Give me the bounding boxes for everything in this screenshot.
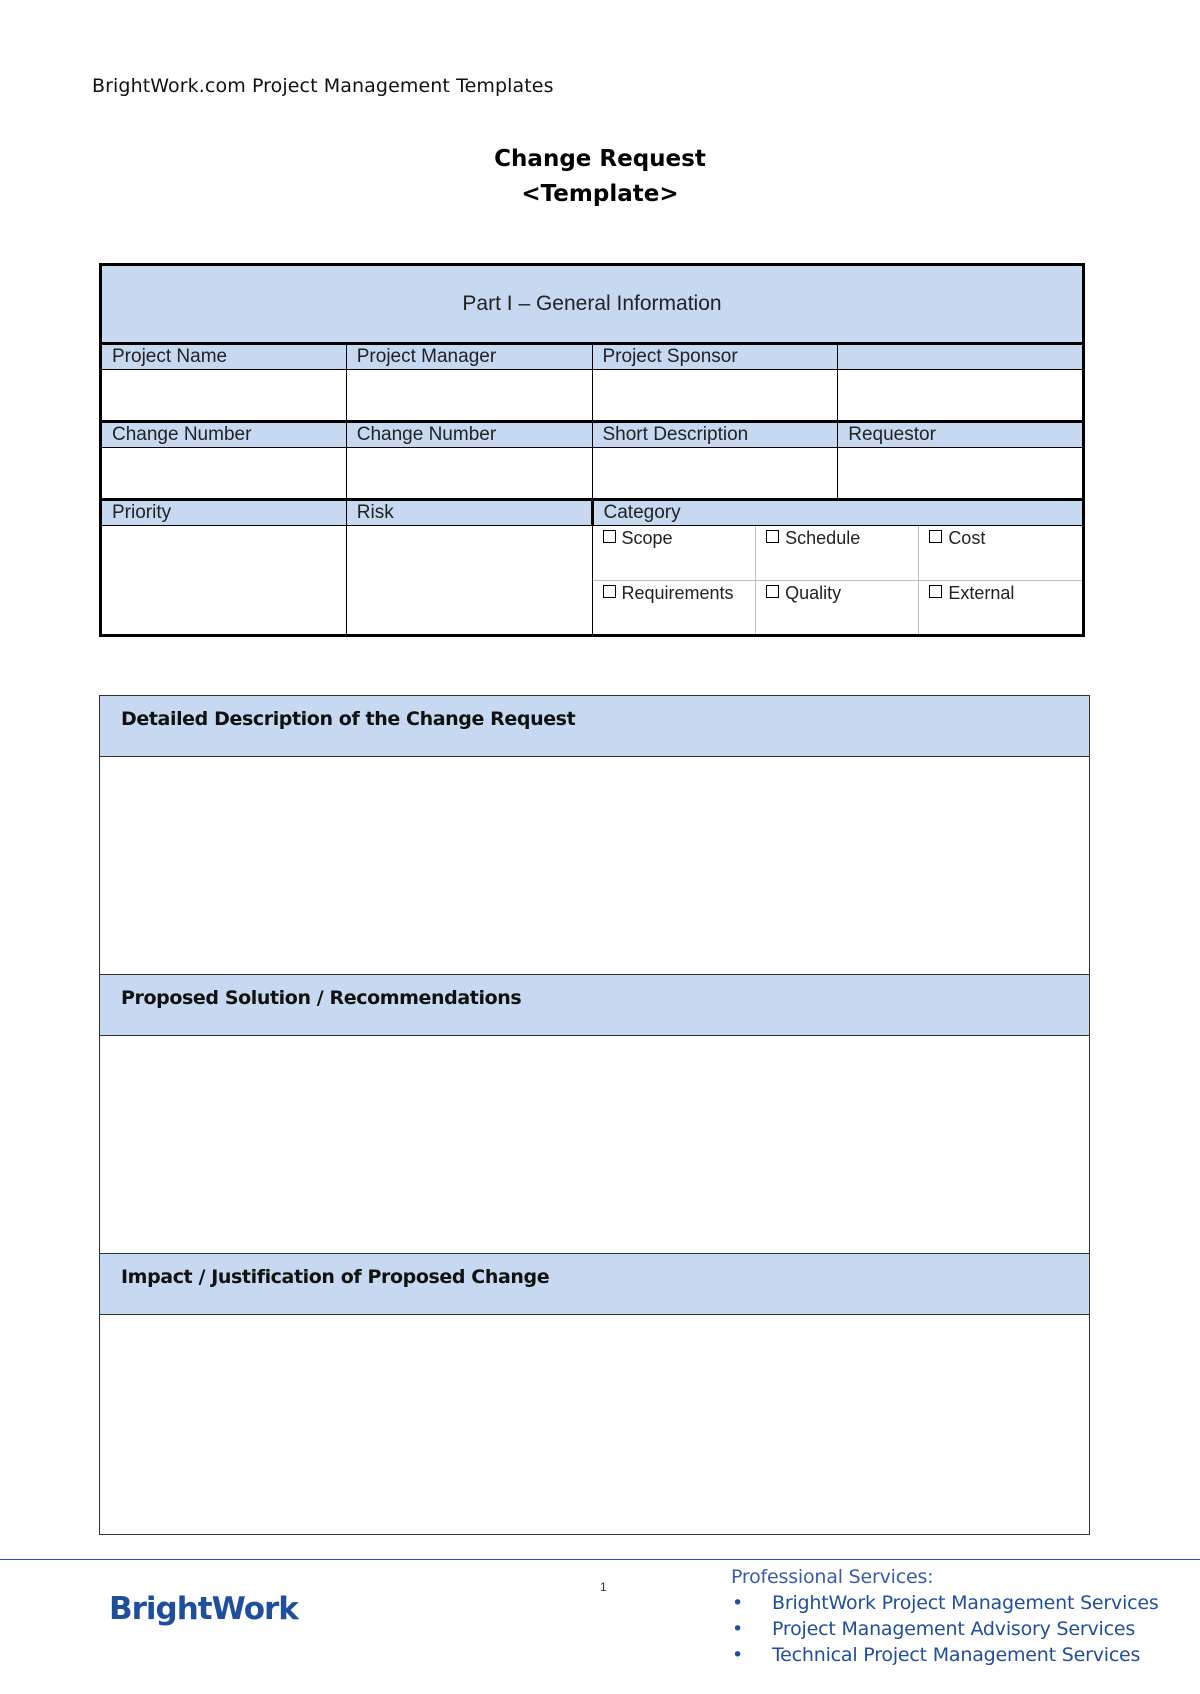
professional-services — [731, 1566, 1159, 1668]
services-title: Professional Services: — [731, 1566, 934, 1588]
category-option-schedule[interactable]: Schedule — [756, 526, 919, 580]
checkbox-icon[interactable] — [929, 585, 942, 598]
service-item: • Technical Project Management Services — [731, 1642, 1159, 1668]
project-manager-field[interactable] — [346, 370, 592, 422]
checkbox-icon[interactable] — [929, 530, 942, 543]
proposed-solution-field[interactable] — [100, 1036, 1089, 1254]
category-label: Category — [592, 500, 1084, 526]
short-description-field[interactable] — [592, 448, 838, 500]
document-title: Change Request — [494, 146, 706, 172]
category-option-quality[interactable]: Quality — [756, 580, 919, 634]
project-name-label: Project Name — [101, 344, 347, 370]
blank-label — [838, 344, 1084, 370]
detail-sections — [99, 695, 1090, 1535]
brightwork-logo: BrightWork — [109, 1591, 298, 1627]
requestor-label: Requestor — [838, 422, 1084, 448]
category-options — [592, 526, 1084, 636]
risk-label: Risk — [346, 500, 592, 526]
blank-field[interactable] — [838, 370, 1084, 422]
risk-field[interactable] — [346, 526, 592, 636]
checkbox-icon[interactable] — [603, 530, 616, 543]
short-description-label: Short Description — [592, 422, 838, 448]
general-information-table — [99, 263, 1085, 637]
category-option-external[interactable]: External — [919, 580, 1082, 634]
document-subtitle: <Template> — [521, 181, 679, 207]
checkbox-icon[interactable] — [603, 585, 616, 598]
document-header: BrightWork.com Project Management Templates — [92, 75, 554, 97]
services-list — [731, 1590, 1159, 1668]
category-options-grid — [593, 526, 1083, 634]
checkbox-icon[interactable] — [766, 530, 779, 543]
project-manager-label: Project Manager — [346, 344, 592, 370]
change-number-field-2[interactable] — [346, 448, 592, 500]
priority-label: Priority — [101, 500, 347, 526]
change-number-field[interactable] — [101, 448, 347, 500]
change-number-label: Change Number — [101, 422, 347, 448]
service-item: • BrightWork Project Management Services — [731, 1590, 1159, 1616]
category-option-requirements[interactable]: Requirements — [593, 580, 756, 634]
category-option-cost[interactable]: Cost — [919, 526, 1082, 580]
project-sponsor-field[interactable] — [592, 370, 838, 422]
general-information-banner: Part I – General Information — [101, 265, 1084, 344]
service-item: • Project Management Advisory Services — [731, 1616, 1159, 1642]
detailed-description-heading: Detailed Description of the Change Request — [100, 696, 1089, 757]
change-number-label-2: Change Number — [346, 422, 592, 448]
priority-field[interactable] — [101, 526, 347, 636]
requestor-field[interactable] — [838, 448, 1084, 500]
footer-divider — [0, 1559, 1200, 1560]
proposed-solution-heading: Proposed Solution / Recommendations — [100, 975, 1089, 1036]
detailed-description-field[interactable] — [100, 757, 1089, 975]
project-sponsor-label: Project Sponsor — [592, 344, 838, 370]
project-name-field[interactable] — [101, 370, 347, 422]
page-number: 1 — [600, 1580, 607, 1594]
impact-justification-heading: Impact / Justification of Proposed Change — [100, 1254, 1089, 1315]
checkbox-icon[interactable] — [766, 585, 779, 598]
category-option-scope[interactable]: Scope — [593, 526, 756, 580]
impact-justification-field[interactable] — [100, 1315, 1089, 1534]
